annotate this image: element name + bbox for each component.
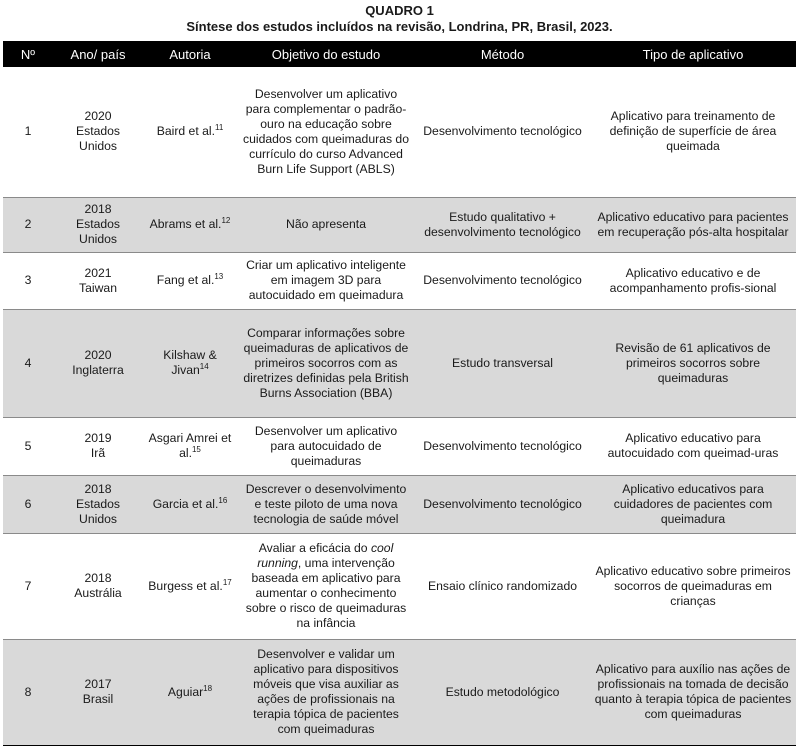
table-row xyxy=(3,197,796,252)
author-name: Kilshaw & Jivan xyxy=(163,348,217,377)
table-row xyxy=(3,417,796,475)
author-name: Fang et al. xyxy=(156,273,215,287)
author-name: Garcia et al. xyxy=(152,496,219,511)
cell-year-country xyxy=(53,475,143,533)
cell-app-type: Aplicativo para treinamento de definição de superfície de área queimada xyxy=(590,67,796,197)
cell-country: Irã xyxy=(90,446,106,460)
cell-author xyxy=(143,639,237,745)
cell-year-country xyxy=(53,533,143,639)
header-method: Método xyxy=(480,46,525,62)
author-name: Asgari Amrei et al. xyxy=(148,431,232,460)
cell-year: 2021 xyxy=(84,265,112,280)
cell-number: 5 xyxy=(3,417,53,475)
header-author: Autoria xyxy=(169,46,211,62)
cell-app-type: Aplicativo educativo e de acompanhamento profis-sional xyxy=(590,252,796,309)
author-ref: 13 xyxy=(214,271,224,281)
cell-number: 6 xyxy=(3,475,53,533)
table-row xyxy=(3,252,796,309)
table-row xyxy=(3,309,796,417)
cell-country: Estados Unidos xyxy=(75,217,121,246)
cell-method: Desenvolvimento tecnológico xyxy=(415,417,590,475)
cell-number: 2 xyxy=(3,197,53,252)
cell-method: Estudo metodológico xyxy=(415,639,590,745)
author-ref: 11 xyxy=(214,123,224,133)
cell-number: 1 xyxy=(3,67,53,197)
cell-method: Desenvolvimento tecnológico xyxy=(415,475,590,533)
author-ref: 17 xyxy=(222,577,232,587)
cell-objective: Criar um aplicativo inteligente em imagem 3D para autocuidado em queimadura xyxy=(237,252,415,309)
objective-italic-term: cool running xyxy=(257,541,394,570)
cell-app-type: Aplicativo educativo sobre primeiros socorros de queimaduras em crianças xyxy=(590,533,796,639)
studies-table xyxy=(3,41,796,746)
table-row xyxy=(3,67,796,197)
cell-year: 2018 xyxy=(84,481,112,496)
cell-year-country xyxy=(53,309,143,417)
cell-year-country xyxy=(53,197,143,252)
cell-method: Estudo qualitativo + desenvolvimento tecnológico xyxy=(415,197,590,252)
cell-year: 2018 xyxy=(84,202,112,216)
cell-objective: Não apresenta xyxy=(237,197,415,252)
objective-text: , uma intervenção baseada em aplicativo para aumentar o conhecimento sobre o risco de queimaduras na infância xyxy=(245,556,407,630)
author-name: Burgess et al. xyxy=(148,578,223,593)
cell-objective: Desenvolver um aplicativo para complementar o padrão-ouro na educação sobre cuidados com queimaduras do currículo do curso Advanced Burn Life Support (ABLS) xyxy=(237,67,415,197)
cell-app-type: Aplicativo educativos para cuidadores de pacientes com queimadura xyxy=(590,475,796,533)
cell-number: 4 xyxy=(3,309,53,417)
cell-year-country xyxy=(53,417,143,475)
header-app-type: Tipo de aplicativo xyxy=(642,46,744,62)
cell-year: 2017 xyxy=(84,677,112,691)
cell-method: Desenvolvimento tecnológico xyxy=(415,252,590,309)
cell-year: 2020 xyxy=(84,109,112,124)
objective-text: Avaliar a eficácia do xyxy=(258,541,371,555)
cell-country: Estados Unidos xyxy=(75,496,121,526)
cell-year-country xyxy=(53,252,143,309)
author-name: Aguiar xyxy=(167,684,204,699)
table-header-row xyxy=(3,41,796,67)
cell-year: 2020 xyxy=(84,348,112,362)
cell-country: Austrália xyxy=(74,586,122,600)
cell-country: Taiwan xyxy=(79,280,117,295)
table-row xyxy=(3,533,796,639)
cell-app-type: Revisão de 61 aplicativos de primeiros socorros sobre queimaduras xyxy=(590,309,796,417)
header-number: Nº xyxy=(20,46,36,62)
cell-author xyxy=(143,309,237,417)
cell-method: Ensaio clínico randomizado xyxy=(415,533,590,639)
cell-app-type: Aplicativo para auxílio nas ações de profissionais na tomada de decisão quanto à terapia tópica de pacientes com queimaduras xyxy=(590,639,796,745)
author-ref: 14 xyxy=(199,361,209,371)
author-ref: 18 xyxy=(203,683,213,693)
cell-objective: Descrever o desenvolvimento e teste piloto de uma nova tecnologia de saúde móvel xyxy=(237,475,415,533)
cell-number: 3 xyxy=(3,252,53,309)
cell-method: Estudo transversal xyxy=(415,309,590,417)
cell-author xyxy=(143,533,237,639)
cell-year: 2019 xyxy=(84,431,112,445)
cell-year-country xyxy=(53,639,143,745)
author-ref: 12 xyxy=(221,215,231,225)
author-ref: 15 xyxy=(191,444,201,454)
cell-country: Estados Unidos xyxy=(75,124,121,154)
cell-author xyxy=(143,67,237,197)
cell-app-type: Aplicativo educativo para pacientes em recuperação pós-alta hospitalar xyxy=(590,197,796,252)
cell-number: 7 xyxy=(3,533,53,639)
cell-method: Desenvolvimento tecnológico xyxy=(415,67,590,197)
cell-app-type: Aplicativo educativo para autocuidado com queimad-uras xyxy=(590,417,796,475)
header-year-country: Ano/ país xyxy=(70,46,126,62)
cell-author xyxy=(143,197,237,252)
cell-author xyxy=(143,417,237,475)
cell-objective xyxy=(237,533,415,639)
author-ref: 16 xyxy=(218,495,228,505)
table-caption-title: QUADRO 1 xyxy=(365,3,434,18)
cell-year: 2018 xyxy=(84,571,112,585)
table-row xyxy=(3,475,796,533)
author-name: Baird et al. xyxy=(156,124,215,139)
cell-country: Brasil xyxy=(82,692,114,706)
author-name: Abrams et al. xyxy=(149,217,222,231)
cell-number: 8 xyxy=(3,639,53,745)
cell-objective: Comparar informações sobre queimaduras de aplicativos de primeiros socorros com as diretrizes definidas pela British Burns Association (BBA) xyxy=(237,309,415,417)
cell-author xyxy=(143,252,237,309)
cell-objective: Desenvolver e validar um aplicativo para dispositivos móveis que visa auxiliar as ações de profissionais na terapia tópica de pacientes com queimaduras xyxy=(237,639,415,745)
table-row xyxy=(3,639,796,745)
header-objective: Objetivo do estudo xyxy=(271,46,381,62)
cell-year-country xyxy=(53,67,143,197)
table-caption-subtitle: Síntese dos estudos incluídos na revisão, Londrina, PR, Brasil, 2023. xyxy=(186,19,613,34)
cell-country: Inglaterra xyxy=(72,363,124,377)
cell-author xyxy=(143,475,237,533)
cell-objective: Desenvolver um aplicativo para autocuidado de queimaduras xyxy=(237,417,415,475)
